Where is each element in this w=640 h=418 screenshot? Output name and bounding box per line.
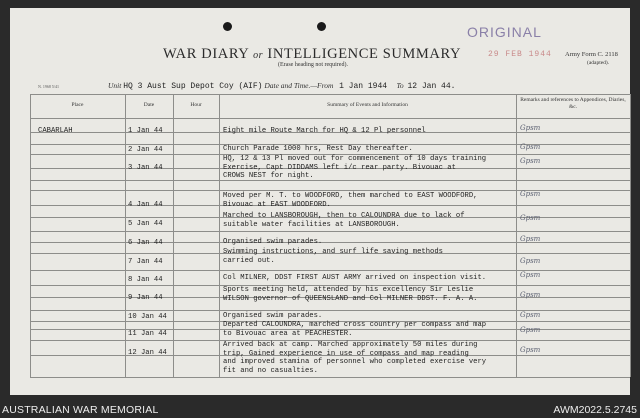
row-divider xyxy=(30,231,630,232)
entry-summary-line: suitable water facilities at LANSBOROUGH. xyxy=(223,220,400,229)
title-intelligence-summary: INTELLIGENCE SUMMARY xyxy=(267,46,462,62)
punch-hole xyxy=(223,22,232,31)
remarks-initials: Gpsm xyxy=(520,311,541,319)
stamp-date: 29 FEB 1944 xyxy=(488,50,552,59)
army-form-adapted: (adapted). xyxy=(587,60,610,66)
row-divider xyxy=(30,377,630,378)
remarks-initials: Gpsm xyxy=(520,157,541,165)
from-date: 1 Jan 1944 xyxy=(339,82,388,91)
to-label: To xyxy=(396,81,404,90)
entry-place: CABARLAH xyxy=(38,127,73,135)
entry-date: 6 Jan 44 xyxy=(128,239,163,247)
entry-date: 9 Jan 44 xyxy=(128,294,163,302)
entry-date: 8 Jan 44 xyxy=(128,276,163,284)
original-stamp: ORIGINAL xyxy=(467,24,542,40)
entry-summary-line: WILSON governor of QUEENSLAND and Col MILNER DDST. F. A. A. xyxy=(223,294,478,303)
entry-summary-line: Organised swim parades. xyxy=(223,238,323,246)
entry-summary-line: Bivouac at EAST WOODFORD. xyxy=(223,200,331,209)
entry-summary-line: Organised swim parades. xyxy=(223,312,323,320)
entry-date: 3 Jan 44 xyxy=(128,164,163,172)
column-divider xyxy=(219,94,220,377)
punch-hole xyxy=(317,22,326,31)
column-divider xyxy=(30,94,31,377)
entry-summary-line: Church Parade 1000 hrs, Rest Day thereafter. xyxy=(223,145,413,153)
unit-line xyxy=(108,81,455,91)
remarks-initials: Gpsm xyxy=(520,291,541,299)
column-header-place: Place xyxy=(71,102,84,108)
entry-date: 11 Jan 44 xyxy=(128,330,167,338)
unit-value: HQ 3 Aust Sup Depot Coy (AIF) xyxy=(123,82,263,91)
entry-summary-line: Col MILNER, DDST FIRST AUST ARMY arrived on inspection visit. xyxy=(223,274,487,282)
row-divider xyxy=(30,118,630,119)
form-print-number: N. 1968 5/41 xyxy=(38,84,59,89)
entry-summary-line: CROWS NEST for night. xyxy=(223,172,314,181)
entry-date: 5 Jan 44 xyxy=(128,220,163,228)
column-header-remarks: Remarks and references to Appendices, Diaries, &c. xyxy=(520,97,626,110)
entry-summary-line: HQ, 12 & 13 Pl moved out for commencement of 10 days training xyxy=(223,155,487,163)
entry-summary-line: Arrived back at camp. Marched approximately 50 miles during xyxy=(223,341,478,349)
entry-summary-line: Sports meeting held, attended by his excellency Sir Leslie xyxy=(223,286,474,294)
entry-summary-line: fit and no casualties. xyxy=(223,366,318,375)
entry-summary-line: Eight mile Route March for HQ & 12 Pl personnel xyxy=(223,127,426,135)
title-war-diary: WAR DIARY xyxy=(163,46,249,62)
remarks-initials: Gpsm xyxy=(520,235,541,243)
title-or: or xyxy=(253,50,264,61)
column-header-hour: Hour xyxy=(190,102,202,108)
column-divider xyxy=(516,94,517,377)
remarks-initials: Gpsm xyxy=(520,214,541,222)
unit-label: Unit xyxy=(108,81,122,90)
title-subtitle: (Erase heading not required). xyxy=(278,62,348,68)
entry-date: 4 Jan 44 xyxy=(128,201,163,209)
entry-summary-line: carried out. xyxy=(223,256,275,265)
footer-accession-number: AWM2022.5.2745 xyxy=(553,404,637,416)
entry-date: 10 Jan 44 xyxy=(128,313,167,321)
army-form-number: Army Form C. 2118 xyxy=(565,51,618,58)
entry-summary-line: Departed CALOUNDRA, marched cross country per compass and map xyxy=(223,321,487,329)
remarks-initials: Gpsm xyxy=(520,346,541,354)
column-divider xyxy=(630,94,631,377)
entry-date: 12 Jan 44 xyxy=(128,349,167,357)
remarks-initials: Gpsm xyxy=(520,124,541,132)
row-divider xyxy=(30,180,630,181)
entry-date: 1 Jan 44 xyxy=(128,127,163,135)
entry-summary-line: Exercise, Capt DIDDAMS left i/c rear party. Bivouac at xyxy=(223,163,456,172)
column-header-date: Date xyxy=(143,102,155,108)
entry-summary-line: Swimming instructions, and surf life saving methods xyxy=(223,248,443,256)
column-divider xyxy=(173,94,174,377)
entry-summary-line: Moved per M. T. to WOODFORD, them marched to EAST WOODFORD, xyxy=(223,192,478,200)
remarks-initials: Gpsm xyxy=(520,271,541,279)
entry-date: 2 Jan 44 xyxy=(128,146,163,154)
column-header-summary: Summary of Events and Information xyxy=(327,102,408,108)
entry-summary-line: and improved stamina of personnel who completed exercise very xyxy=(223,358,487,367)
footer-credit: AUSTRALIAN WAR MEMORIAL xyxy=(2,404,159,416)
remarks-initials: Gpsm xyxy=(520,190,541,198)
to-date: 12 Jan 44. xyxy=(407,82,456,91)
remarks-initials: Gpsm xyxy=(520,257,541,265)
entry-summary-line: to Bivouac area at PEACHESTER. xyxy=(223,329,353,338)
page-title xyxy=(163,46,461,63)
entry-summary-line: Marched to LANSBOROUGH, then to CALOUNDRA due to lack of xyxy=(223,212,465,220)
diary-table xyxy=(30,94,630,377)
diary-sheet xyxy=(10,8,630,395)
remarks-initials: Gpsm xyxy=(520,143,541,151)
army-form-label xyxy=(565,50,618,68)
date-time-label: Date and Time.—From xyxy=(264,81,334,90)
column-divider xyxy=(125,94,126,377)
row-divider xyxy=(30,94,630,95)
remarks-initials: Gpsm xyxy=(520,326,541,334)
entry-summary-line: trip, Gained experience in use of compass and map reading xyxy=(223,349,469,358)
entry-date: 7 Jan 44 xyxy=(128,258,163,266)
